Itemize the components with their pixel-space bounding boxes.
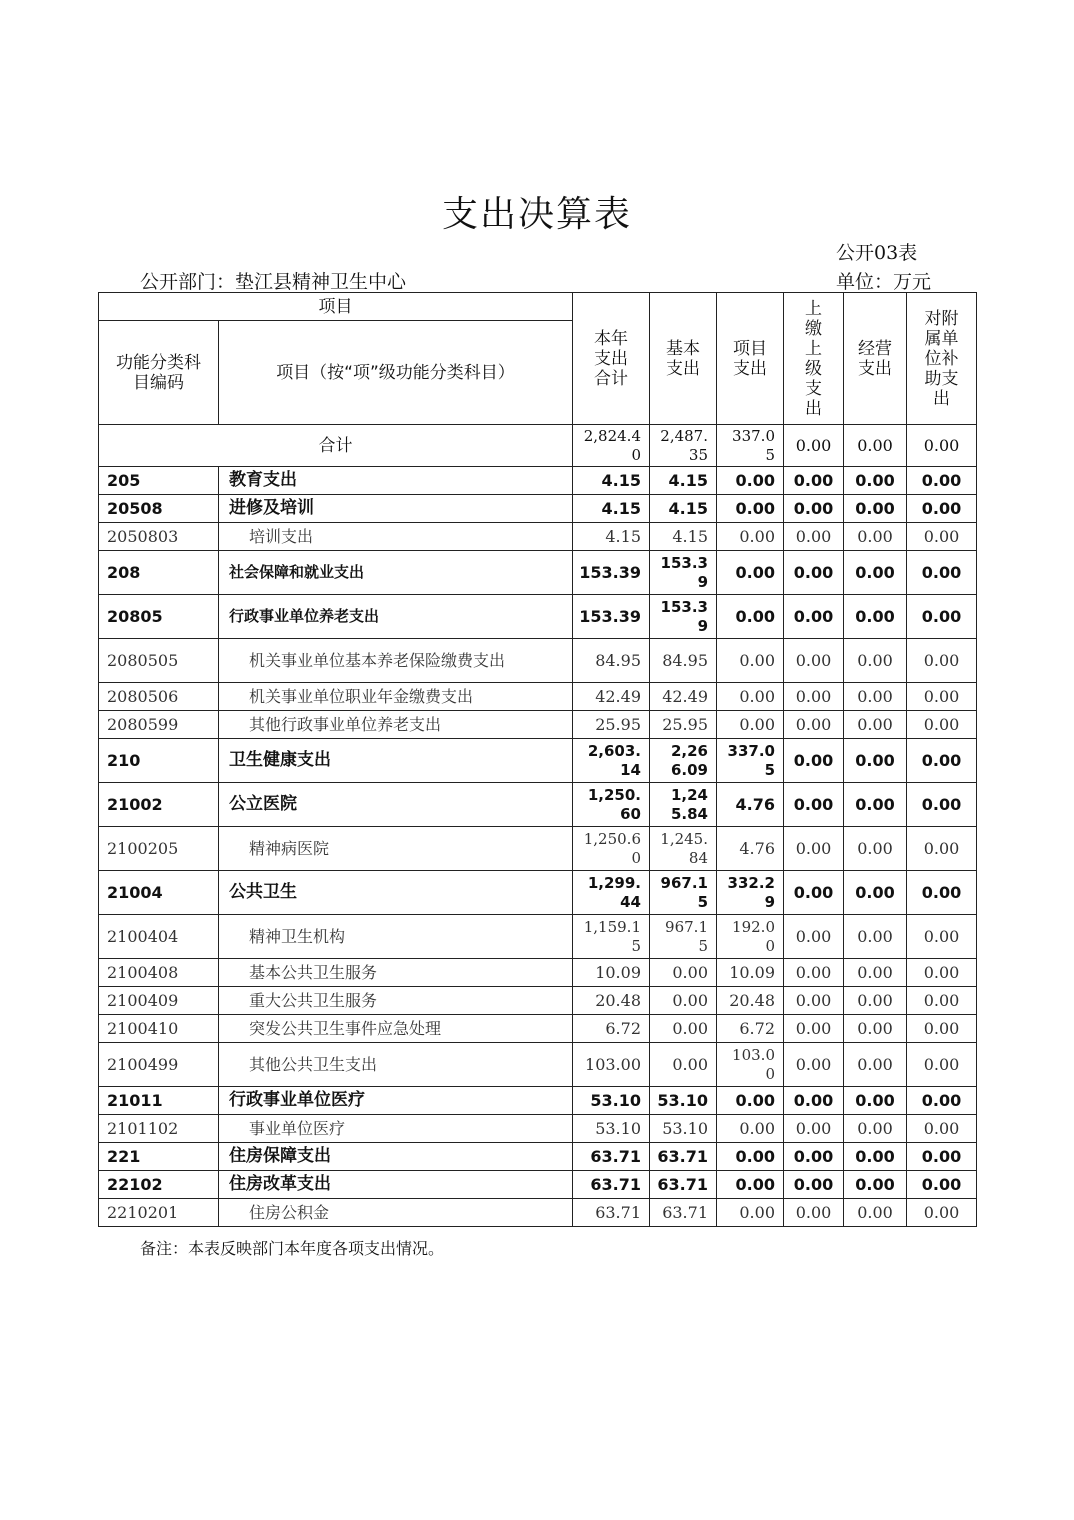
basic-cell: 53.10 [650, 1087, 717, 1115]
code-cell: 2050803 [99, 523, 219, 551]
upper-cell: 0.00 [784, 827, 844, 871]
table-row [99, 987, 977, 1015]
code-cell: 221 [99, 1143, 219, 1171]
subsidy-cell: 0.00 [907, 783, 977, 827]
upper-cell: 0.00 [784, 1015, 844, 1043]
upper-cell: 0.00 [784, 639, 844, 683]
name-cell: 机关事业单位基本养老保险缴费支出 [219, 639, 573, 683]
table-row [99, 1015, 977, 1043]
basic-cell: 84.95 [650, 639, 717, 683]
business-cell: 0.00 [844, 1087, 907, 1115]
code-cell: 2080505 [99, 639, 219, 683]
basic-cell: 1,245.84 [650, 783, 717, 827]
upper-cell: 0.00 [784, 467, 844, 495]
name-cell: 公共卫生 [219, 871, 573, 915]
code-cell: 2210201 [99, 1199, 219, 1227]
upper-cell: 0.00 [784, 1199, 844, 1227]
header-subsidy [907, 293, 977, 425]
subsidy-cell: 0.00 [907, 987, 977, 1015]
table-row [99, 711, 977, 739]
subsidy-cell: 0.00 [907, 739, 977, 783]
department-label: 公开部门：垫江县精神卫生中心 [140, 271, 407, 293]
unit-label: 单位：万元 [836, 271, 932, 293]
basic-cell: 53.10 [650, 1115, 717, 1143]
total-cell: 4.15 [573, 495, 650, 523]
project-cell: 0.00 [717, 1199, 784, 1227]
expenditure-table [98, 292, 977, 1227]
table-row [99, 467, 977, 495]
basic-cell: 0.00 [650, 1043, 717, 1087]
upper-cell: 0.00 [784, 711, 844, 739]
name-cell: 卫生健康支出 [219, 739, 573, 783]
code-cell: 2100410 [99, 1015, 219, 1043]
business-cell: 0.00 [844, 639, 907, 683]
business-cell: 0.00 [844, 871, 907, 915]
code-cell: 21002 [99, 783, 219, 827]
name-cell: 机关事业单位职业年金缴费支出 [219, 683, 573, 711]
code-cell: 21004 [99, 871, 219, 915]
project-cell: 4.76 [717, 783, 784, 827]
basic-cell: 0.00 [650, 987, 717, 1015]
code-cell: 205 [99, 467, 219, 495]
total-cell: 1,250.60 [573, 783, 650, 827]
basic-cell: 1,245.84 [650, 827, 717, 871]
upper-cell: 0.00 [784, 871, 844, 915]
business-cell: 0.00 [844, 1043, 907, 1087]
name-cell: 基本公共卫生服务 [219, 959, 573, 987]
project-cell: 0.00 [717, 495, 784, 523]
subsidy-cell: 0.00 [907, 1087, 977, 1115]
upper-cell: 0.00 [784, 783, 844, 827]
name-cell: 行政事业单位养老支出 [219, 595, 573, 639]
total-cell: 4.15 [573, 523, 650, 551]
subsidy-cell: 0.00 [907, 639, 977, 683]
subsidy-cell: 0.00 [907, 523, 977, 551]
name-cell: 精神病医院 [219, 827, 573, 871]
name-cell: 重大公共卫生服务 [219, 987, 573, 1015]
code-cell: 2080599 [99, 711, 219, 739]
name-cell: 培训支出 [219, 523, 573, 551]
business-cell: 0.00 [844, 467, 907, 495]
basic-cell: 63.71 [650, 1171, 717, 1199]
total-cell: 6.72 [573, 1015, 650, 1043]
code-cell: 208 [99, 551, 219, 595]
table-row [99, 1199, 977, 1227]
project-cell: 0.00 [717, 683, 784, 711]
business-cell: 0.00 [844, 551, 907, 595]
table-row [99, 915, 977, 959]
business-cell: 0.00 [844, 1171, 907, 1199]
upper-cell: 0.00 [784, 915, 844, 959]
upper-cell: 0.00 [784, 959, 844, 987]
project-cell: 0.00 [717, 467, 784, 495]
business-cell: 0.00 [844, 827, 907, 871]
basic-cell: 4.15 [650, 495, 717, 523]
subsidy-cell: 0.00 [907, 1043, 977, 1087]
total-cell: 20.48 [573, 987, 650, 1015]
total-cell: 42.49 [573, 683, 650, 711]
header-business [844, 293, 907, 425]
total-row [99, 425, 977, 467]
project-cell: 332.29 [717, 871, 784, 915]
total-cell: 1,299.44 [573, 871, 650, 915]
table-row [99, 871, 977, 915]
total-cell: 53.10 [573, 1115, 650, 1143]
subsidy-cell: 0.00 [907, 711, 977, 739]
table-row [99, 1171, 977, 1199]
header-code-text: 功能分类科目编码 [116, 352, 201, 393]
upper-cell: 0.00 [784, 683, 844, 711]
name-cell: 教育支出 [219, 467, 573, 495]
header-total-text: 本年支出合计 [594, 328, 628, 389]
basic-cell: 153.39 [650, 595, 717, 639]
header-subsidy-text: 对附属单位补助支出 [924, 308, 959, 409]
table-row [99, 595, 977, 639]
business-cell: 0.00 [844, 959, 907, 987]
name-cell: 住房改革支出 [219, 1171, 573, 1199]
subsidy-cell: 0.00 [907, 467, 977, 495]
business-cell: 0.00 [844, 711, 907, 739]
project-cell: 6.72 [717, 1015, 784, 1043]
upper-cell: 0.00 [784, 425, 844, 467]
header-project-exp-text: 项目支出 [733, 338, 767, 379]
subsidy-cell: 0.00 [907, 683, 977, 711]
upper-cell: 0.00 [784, 523, 844, 551]
table-row [99, 827, 977, 871]
business-cell: 0.00 [844, 915, 907, 959]
subsidy-cell: 0.00 [907, 871, 977, 915]
project-cell: 20.48 [717, 987, 784, 1015]
table-row [99, 739, 977, 783]
name-cell: 精神卫生机构 [219, 915, 573, 959]
project-cell: 0.00 [717, 639, 784, 683]
business-cell: 0.00 [844, 425, 907, 467]
code-cell: 2080506 [99, 683, 219, 711]
project-cell: 192.00 [717, 915, 784, 959]
business-cell: 0.00 [844, 987, 907, 1015]
upper-cell: 0.00 [784, 551, 844, 595]
code-cell: 2100499 [99, 1043, 219, 1087]
business-cell: 0.00 [844, 523, 907, 551]
table-row [99, 959, 977, 987]
name-cell: 其他行政事业单位养老支出 [219, 711, 573, 739]
header-code [99, 321, 219, 425]
subsidy-cell: 0.00 [907, 425, 977, 467]
project-cell: 0.00 [717, 711, 784, 739]
upper-cell: 0.00 [784, 1171, 844, 1199]
header-upper [784, 293, 844, 425]
total-cell: 10.09 [573, 959, 650, 987]
code-cell: 20508 [99, 495, 219, 523]
name-cell: 住房保障支出 [219, 1143, 573, 1171]
basic-cell: 4.15 [650, 467, 717, 495]
header-total [573, 293, 650, 425]
form-number: 公开03表 [836, 242, 918, 264]
project-cell: 4.76 [717, 827, 784, 871]
upper-cell: 0.00 [784, 1143, 844, 1171]
project-cell: 0.00 [717, 1171, 784, 1199]
name-cell: 突发公共卫生事件应急处理 [219, 1015, 573, 1043]
total-cell: 153.39 [573, 595, 650, 639]
header-business-text: 经营支出 [858, 338, 892, 379]
code-cell: 22102 [99, 1171, 219, 1199]
subsidy-cell: 0.00 [907, 551, 977, 595]
header-name: 项目（按“项”级功能分类科目） [219, 321, 573, 425]
subsidy-cell: 0.00 [907, 495, 977, 523]
code-cell: 2100404 [99, 915, 219, 959]
total-cell: 63.71 [573, 1171, 650, 1199]
total-cell: 63.71 [573, 1199, 650, 1227]
upper-cell: 0.00 [784, 1087, 844, 1115]
table-row [99, 783, 977, 827]
subsidy-cell: 0.00 [907, 827, 977, 871]
basic-cell: 63.71 [650, 1143, 717, 1171]
upper-cell: 0.00 [784, 1043, 844, 1087]
name-cell: 其他公共卫生支出 [219, 1043, 573, 1087]
code-cell: 20805 [99, 595, 219, 639]
basic-cell: 4.15 [650, 523, 717, 551]
subsidy-cell: 0.00 [907, 1199, 977, 1227]
total-cell: 4.15 [573, 467, 650, 495]
name-cell: 公立医院 [219, 783, 573, 827]
business-cell: 0.00 [844, 739, 907, 783]
header-project-exp [717, 293, 784, 425]
basic-cell: 25.95 [650, 711, 717, 739]
code-cell: 2101102 [99, 1115, 219, 1143]
total-cell: 63.71 [573, 1143, 650, 1171]
name-cell: 社会保障和就业支出 [219, 551, 573, 595]
name-cell: 住房公积金 [219, 1199, 573, 1227]
header-basic-text: 基本支出 [666, 338, 700, 379]
project-cell: 337.05 [717, 425, 784, 467]
name-cell: 进修及培训 [219, 495, 573, 523]
total-cell: 2,603.14 [573, 739, 650, 783]
project-cell: 0.00 [717, 523, 784, 551]
code-cell: 2100408 [99, 959, 219, 987]
subsidy-cell: 0.00 [907, 1143, 977, 1171]
table-row [99, 551, 977, 595]
code-cell: 2100409 [99, 987, 219, 1015]
upper-cell: 0.00 [784, 595, 844, 639]
total-cell: 103.00 [573, 1043, 650, 1087]
table-row [99, 1143, 977, 1171]
project-cell: 0.00 [717, 551, 784, 595]
basic-cell: 967.15 [650, 915, 717, 959]
table-row [99, 683, 977, 711]
business-cell: 0.00 [844, 1143, 907, 1171]
table-row [99, 639, 977, 683]
upper-cell: 0.00 [784, 1115, 844, 1143]
basic-cell: 2,487.35 [650, 425, 717, 467]
business-cell: 0.00 [844, 495, 907, 523]
basic-cell: 967.15 [650, 871, 717, 915]
total-cell: 1,159.15 [573, 915, 650, 959]
project-cell: 10.09 [717, 959, 784, 987]
business-cell: 0.00 [844, 683, 907, 711]
code-cell: 210 [99, 739, 219, 783]
business-cell: 0.00 [844, 1199, 907, 1227]
footnote: 备注：本表反映部门本年度各项支出情况。 [140, 1239, 445, 1258]
header-basic [650, 293, 717, 425]
basic-cell: 2,266.09 [650, 739, 717, 783]
table-row [99, 495, 977, 523]
business-cell: 0.00 [844, 595, 907, 639]
table-row [99, 523, 977, 551]
page-title: 支出决算表 [441, 194, 632, 235]
code-cell: 2100205 [99, 827, 219, 871]
business-cell: 0.00 [844, 783, 907, 827]
header-upper-text: 上缴上级支出 [805, 298, 822, 419]
total-cell: 1,250.60 [573, 827, 650, 871]
total-cell: 84.95 [573, 639, 650, 683]
project-cell: 103.00 [717, 1043, 784, 1087]
upper-cell: 0.00 [784, 987, 844, 1015]
name-cell: 事业单位医疗 [219, 1115, 573, 1143]
total-cell: 25.95 [573, 711, 650, 739]
basic-cell: 0.00 [650, 1015, 717, 1043]
table-row [99, 1087, 977, 1115]
basic-cell: 63.71 [650, 1199, 717, 1227]
table-row [99, 1043, 977, 1087]
project-cell: 0.00 [717, 1115, 784, 1143]
name-cell: 行政事业单位医疗 [219, 1087, 573, 1115]
table-row [99, 1115, 977, 1143]
subsidy-cell: 0.00 [907, 1171, 977, 1199]
business-cell: 0.00 [844, 1115, 907, 1143]
business-cell: 0.00 [844, 1015, 907, 1043]
project-cell: 0.00 [717, 595, 784, 639]
header-project: 项目 [99, 293, 573, 321]
subsidy-cell: 0.00 [907, 959, 977, 987]
project-cell: 0.00 [717, 1087, 784, 1115]
code-cell: 21011 [99, 1087, 219, 1115]
upper-cell: 0.00 [784, 495, 844, 523]
upper-cell: 0.00 [784, 739, 844, 783]
total-cell: 153.39 [573, 551, 650, 595]
project-cell: 337.05 [717, 739, 784, 783]
subsidy-cell: 0.00 [907, 1115, 977, 1143]
subsidy-cell: 0.00 [907, 915, 977, 959]
basic-cell: 42.49 [650, 683, 717, 711]
project-cell: 0.00 [717, 1143, 784, 1171]
total-cell: 2,824.40 [573, 425, 650, 467]
total-label: 合计 [99, 425, 573, 467]
subsidy-cell: 0.00 [907, 1015, 977, 1043]
basic-cell: 0.00 [650, 959, 717, 987]
basic-cell: 153.39 [650, 551, 717, 595]
total-cell: 53.10 [573, 1087, 650, 1115]
subsidy-cell: 0.00 [907, 595, 977, 639]
